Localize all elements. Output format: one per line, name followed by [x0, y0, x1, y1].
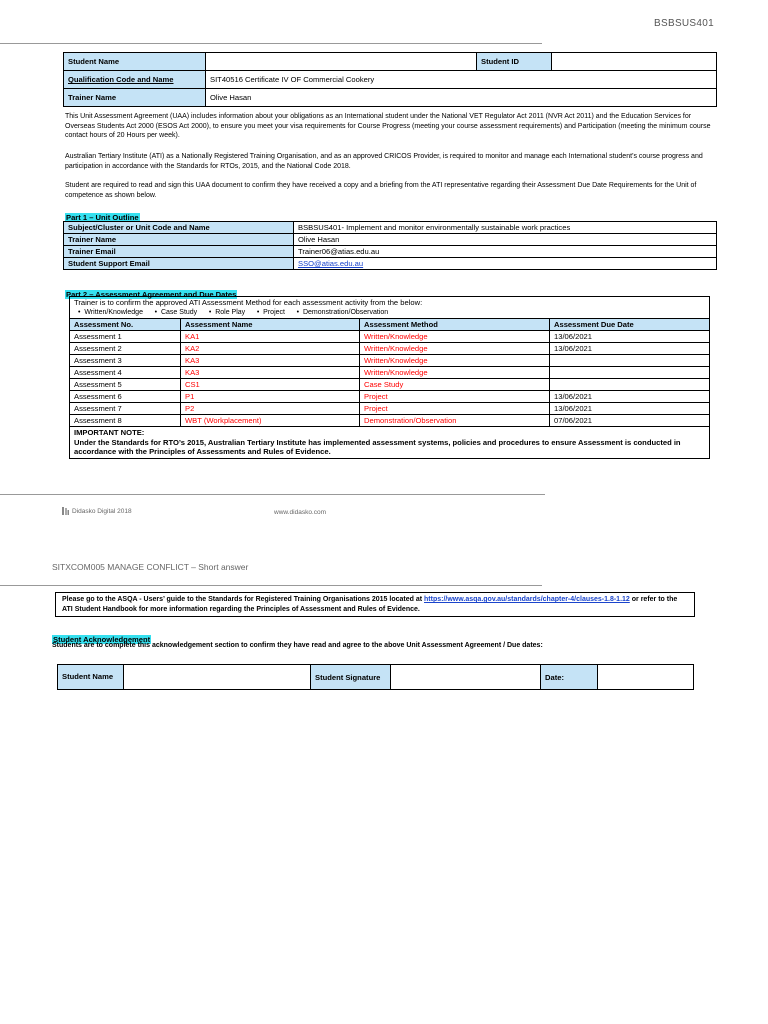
unit-code-value: BSBSUS401- Implement and monitor environmentally sustainable work practices [294, 222, 717, 234]
ack-student-name-label: Student Name [58, 665, 124, 690]
table-row [70, 343, 710, 355]
outline-trainer-value: Olive Hasan [294, 234, 717, 246]
assessment-no: Assessment 2 [70, 343, 181, 355]
part2-heading: Part 2 – Assessment Agreement and Due Dates [66, 290, 237, 299]
table-row [70, 415, 710, 427]
assessment-due: 13/06/2021 [550, 403, 710, 415]
asqa-notice-text-tail: or refer to the ATI Student Handbook for more information regarding the Principles of Assessment and Rules of Evidence. [62, 596, 678, 613]
student-name-label: Student Name [64, 53, 206, 71]
table-row [70, 391, 710, 403]
student-info-table [63, 52, 717, 107]
assessment-due [550, 355, 710, 367]
header-rule [0, 43, 542, 44]
assessment-no: Assessment 7 [70, 403, 181, 415]
assessment-method: Written/Knowledge [360, 355, 550, 367]
important-note-text: Under the Standards for RTO’s 2015, Australian Tertiary Institute has implemented assessment systems, policies and procedures to ensure Assessment is conducted in accordance with the Principles of Assessments and Rules of Evidence. [74, 437, 681, 457]
assessment-name: KA3 [181, 367, 360, 379]
table-row [70, 367, 710, 379]
trainer-name-label: Trainer Name [64, 89, 206, 107]
support-email-link[interactable]: SSO@atias.edu.au [298, 259, 364, 268]
method-item: Demonstration/Observation [302, 308, 389, 316]
page2-header-rule [0, 585, 542, 586]
method-bullet: • [154, 308, 158, 316]
assessment-no: Assessment 3 [70, 355, 181, 367]
method-bullet: • [296, 308, 300, 316]
asqa-notice-text: Please go to the ASQA - Users’ guide to the Standards for Registered Training Organisations 2015 located at [62, 596, 425, 603]
assessment-due [550, 379, 710, 391]
assessment-due [550, 367, 710, 379]
assessment-method: Written/Knowledge [360, 331, 550, 343]
assessment-name: KA1 [181, 331, 360, 343]
acknowledgement-text: Students are to complete this acknowledgement section to confirm they have read and agree to the above Unit Assessment Agreement / Due dates: [52, 642, 543, 649]
ack-student-signature-input[interactable] [391, 665, 541, 690]
assessment-method: Case Study [360, 379, 550, 391]
ack-student-name-input[interactable] [124, 665, 311, 690]
support-email-cell [294, 258, 717, 270]
asqa-notice-box [55, 592, 695, 617]
assessment-method: Project [360, 403, 550, 415]
assessment-name: P1 [181, 391, 360, 403]
unit-outline-table [63, 221, 717, 270]
qualification-label [64, 71, 206, 89]
didasko-logo-icon [62, 507, 69, 515]
assessment-method: Written/Knowledge [360, 367, 550, 379]
table-row [70, 331, 710, 343]
col-assessment-method: Assessment Method [360, 319, 550, 331]
method-bullet: • [208, 308, 212, 316]
method-bullet: • [256, 308, 260, 316]
qualification-value: SIT40516 Certificate IV OF Commercial Cookery [206, 71, 717, 89]
acknowledgement-heading: Student Acknowledgement [53, 635, 151, 644]
part1-heading: Part 1 – Unit Outline [66, 213, 139, 222]
assessment-due: 13/06/2021 [550, 391, 710, 403]
ack-student-signature-label: Student Signature [311, 665, 391, 690]
important-note-title: IMPORTANT NOTE: [74, 428, 145, 437]
intro-paragraph-3: Student are required to read and sign this UAA document to confirm they have received a copy and a briefing from the ATI representative regarding their Assessment Due Date Requirements for the Unit of competence as shown below. [65, 182, 697, 199]
method-instruction-cell [70, 297, 710, 319]
acknowledgement-table [57, 664, 694, 690]
assessment-due: 07/06/2021 [550, 415, 710, 427]
footer-brand [62, 507, 132, 515]
assessment-name: WBT (Workplacement) [181, 415, 360, 427]
intro-paragraph-1: This Unit Assessment Agreement (UAA) includes information about your obligations as an International student under the National VET Regulator Act 2011 (NVR Act 2011) and the Education Services for Overseas Students Act 2000 (ESOS Act 2000), to ensure you meet your visa requirements for Course Progress (meeting your course assessment requirements) and Participation (meeting the minimum course contact hours of 20 Hours per week). [65, 113, 711, 140]
col-assessment-name: Assessment Name [181, 319, 360, 331]
assessment-method: Demonstration/Observation [360, 415, 550, 427]
asqa-standards-link[interactable]: https://www.asqa.gov.au/standards/chapter-4/clauses-1.8-1.12 [424, 596, 630, 603]
student-name-value[interactable] [206, 53, 477, 71]
assessment-header-row [70, 319, 710, 331]
method-item: Project [263, 308, 285, 316]
assessment-no: Assessment 6 [70, 391, 181, 403]
assessment-table [69, 296, 710, 459]
assessment-name: KA3 [181, 355, 360, 367]
table-row [70, 379, 710, 391]
assessment-method: Written/Knowledge [360, 343, 550, 355]
table-row [70, 355, 710, 367]
assessment-name: KA2 [181, 343, 360, 355]
qualification-label-text: Qualification Code and Name [68, 75, 174, 84]
method-bullet: • [78, 308, 81, 316]
assessment-due: 13/06/2021 [550, 331, 710, 343]
method-item: Case Study [160, 308, 198, 316]
assessment-name: P2 [181, 403, 360, 415]
intro-paragraph-2: Australian Tertiary Institute (ATI) as a Nationally Registered Training Organisation, and as an approved CRICOS Provider, is required to monitor and manage each International student’s course progress and participation in accordance with the Standards for RTOs, 2015, and the National Code 2018. [65, 153, 703, 170]
page2-header: SITXCOM005 MANAGE CONFLICT – Short answer [52, 562, 249, 572]
col-assessment-no: Assessment No. [70, 319, 181, 331]
student-id-label: Student ID [477, 53, 552, 71]
important-note-cell [70, 427, 710, 459]
method-list [74, 308, 705, 318]
assessment-no: Assessment 4 [70, 367, 181, 379]
unit-code-header: BSBSUS401 [654, 18, 714, 29]
unit-code-label: Subject/Cluster or Unit Code and Name [64, 222, 294, 234]
assessment-method: Project [360, 391, 550, 403]
col-assessment-due: Assessment Due Date [550, 319, 710, 331]
method-instruction: Trainer is to confirm the approved ATI Assessment Method for each assessment activity from the below: [74, 298, 423, 307]
footer-brand-text: Didasko Digital 2018 [72, 507, 132, 515]
assessment-no: Assessment 5 [70, 379, 181, 391]
trainer-email-label: Trainer Email [64, 246, 294, 258]
assessment-name: CS1 [181, 379, 360, 391]
table-row [70, 403, 710, 415]
trainer-name-value: Olive Hasan [206, 89, 717, 107]
method-item: Role Play [215, 308, 246, 316]
assessment-due: 13/06/2021 [550, 343, 710, 355]
trainer-email-value: Trainer06@atias.edu.au [294, 246, 717, 258]
method-item: Written/Knowledge [84, 308, 143, 316]
outline-trainer-label: Trainer Name [64, 234, 294, 246]
student-id-value[interactable] [552, 53, 717, 71]
assessment-no: Assessment 8 [70, 415, 181, 427]
ack-date-input[interactable] [598, 665, 694, 690]
assessment-no: Assessment 1 [70, 331, 181, 343]
footer-rule [0, 494, 545, 495]
ack-date-label: Date: [541, 665, 598, 690]
footer-url[interactable]: www.didasko.com [274, 509, 327, 516]
support-email-label: Student Support Email [64, 258, 294, 270]
